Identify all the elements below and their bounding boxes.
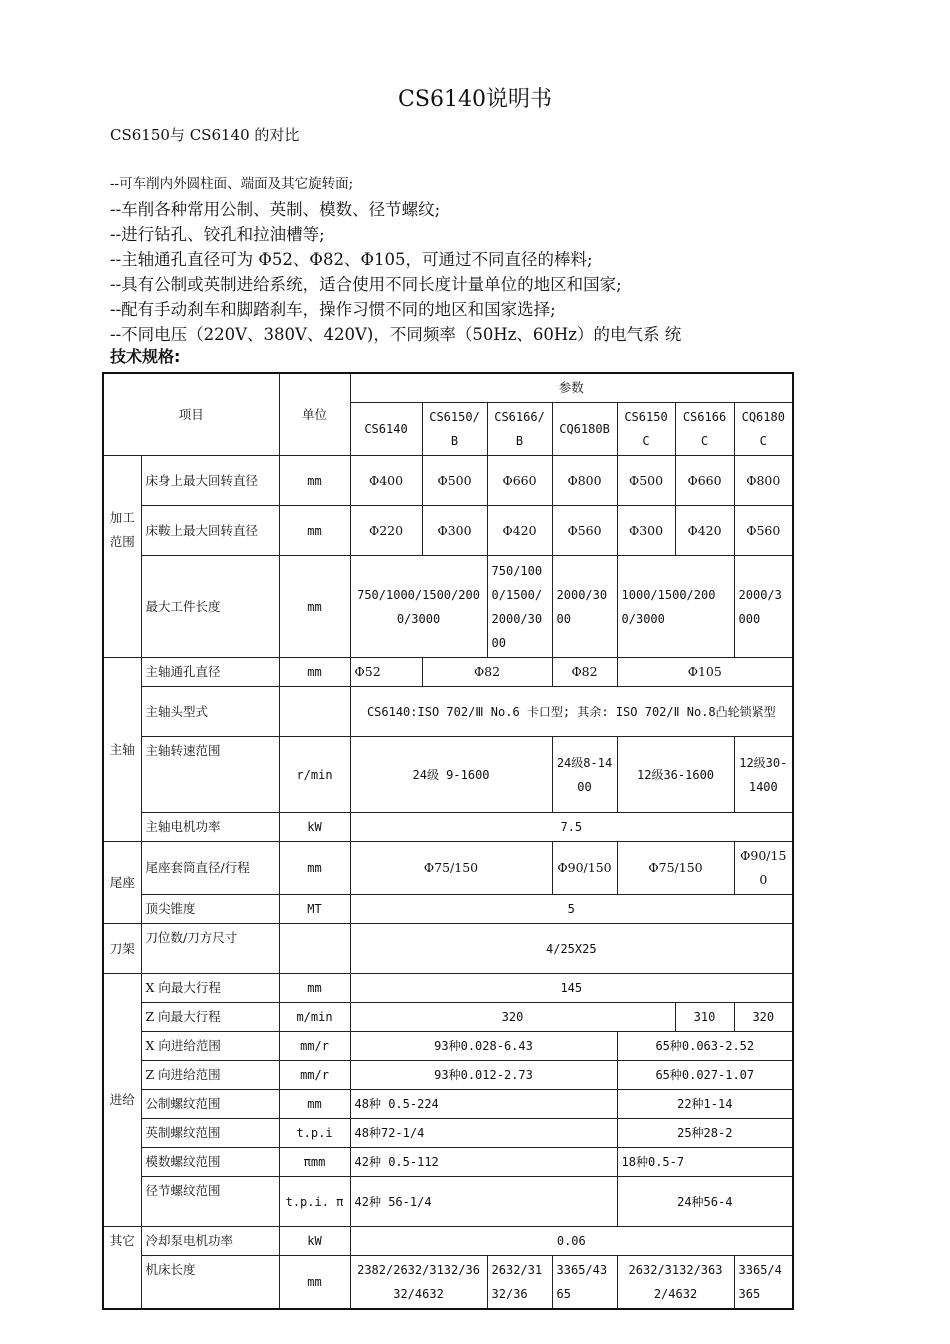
row-name: 主轴转速范围 <box>141 737 279 813</box>
row-name: 刀位数/刀方尺寸 <box>141 924 279 974</box>
cell-value: Φ82 <box>552 658 617 687</box>
cell-value: Φ90/150 <box>734 842 793 895</box>
model-header: CQ6180B <box>552 403 617 456</box>
row-unit: mm <box>279 506 350 556</box>
row-unit: mm/r <box>279 1032 350 1061</box>
feature-line: --配有手动刹车和脚踏刹车，操作习惯不同的地区和国家选择; <box>110 300 556 319</box>
spec-heading: 技术规格: <box>110 347 181 366</box>
cell-value: Φ300 <box>617 506 675 556</box>
cell-value: 7.5 <box>350 813 793 842</box>
row-name: 模数螺纹范围 <box>141 1148 279 1177</box>
cell-value: Φ560 <box>552 506 617 556</box>
cell-value: 750/1000/1500/2000/3000 <box>487 556 552 658</box>
row-name: 主轴电机功率 <box>141 813 279 842</box>
row-unit: t.p.i <box>279 1119 350 1148</box>
cell-value: 48种72-1/4 <box>350 1119 617 1148</box>
row-unit: mm <box>279 556 350 658</box>
cell-value: 1000/1500/2000/3000 <box>617 556 734 658</box>
cell-value: 3365/4365 <box>552 1256 617 1310</box>
cell-value: Φ220 <box>350 506 422 556</box>
cell-value: 2000/3000 <box>734 556 793 658</box>
cell-value: Φ400 <box>350 456 422 506</box>
cell-value: Φ75/150 <box>617 842 734 895</box>
cell-value: 24级 9-1600 <box>350 737 552 813</box>
cell-value: Φ105 <box>617 658 793 687</box>
group-label: 主轴 <box>103 658 141 842</box>
row-name: 顶尖锥度 <box>141 895 279 924</box>
feature-line: --车削各种常用公制、英制、模数、径节螺纹; <box>110 200 441 219</box>
cell-value: 310 <box>675 1003 734 1032</box>
model-header: CQ6180C <box>734 403 793 456</box>
row-name: 主轴通孔直径 <box>141 658 279 687</box>
row-name: 主轴头型式 <box>141 687 279 737</box>
cell-value: 5 <box>350 895 793 924</box>
row-unit: MT <box>279 895 350 924</box>
cell-value: Φ82 <box>422 658 552 687</box>
row-name: X 向进给范围 <box>141 1032 279 1061</box>
group-label: 其它 <box>103 1227 141 1310</box>
row-unit: kW <box>279 1227 350 1256</box>
document-title: CS6140说明书 <box>398 87 552 112</box>
cell-value: 42种 0.5-112 <box>350 1148 617 1177</box>
header-item: 项目 <box>103 373 279 456</box>
feature-line: --可车削内外圆柱面、端面及其它旋转面; <box>110 176 354 192</box>
feature-list <box>110 172 681 367</box>
model-header: CS6150C <box>617 403 675 456</box>
row-unit: mm <box>279 658 350 687</box>
cell-value: Φ560 <box>734 506 793 556</box>
cell-value: 93种0.028-6.43 <box>350 1032 617 1061</box>
cell-value: 93种0.012-2.73 <box>350 1061 617 1090</box>
cell-value: Φ660 <box>675 456 734 506</box>
cell-value: 12级30-1400 <box>734 737 793 813</box>
header-params: 参数 <box>350 373 793 403</box>
spec-table <box>102 372 794 1310</box>
cell-value: 24种56-4 <box>617 1177 793 1227</box>
row-unit: mm <box>279 974 350 1003</box>
cell-value: 48种 0.5-224 <box>350 1090 617 1119</box>
cell-value: 25种28-2 <box>617 1119 793 1148</box>
feature-line: --不同电压（220V、380V、420V)，不同频率（50Hz、60Hz）的电气系 统 <box>110 325 682 344</box>
cell-value: 2632/3132/3632/4632 <box>617 1256 734 1310</box>
group-label: 尾座 <box>103 842 141 924</box>
cell-value: Φ52 <box>350 658 422 687</box>
cell-value: 750/1000/1500/2000/3000 <box>350 556 487 658</box>
cell-value: Φ75/150 <box>350 842 552 895</box>
row-unit: m/min <box>279 1003 350 1032</box>
model-header: CS6140 <box>350 403 422 456</box>
group-label: 进给 <box>103 974 141 1227</box>
document-subtitle: CS6150与 CS6140 的对比 <box>110 126 300 144</box>
cell-value: 2000/3000 <box>552 556 617 658</box>
cell-value: Φ800 <box>734 456 793 506</box>
row-name: 最大工件长度 <box>141 556 279 658</box>
row-unit <box>279 924 350 974</box>
cell-value: Φ800 <box>552 456 617 506</box>
cell-value: 2382/2632/3132/3632/4632 <box>350 1256 487 1310</box>
cell-value: 65种0.027-1.07 <box>617 1061 793 1090</box>
row-name: 径节螺纹范围 <box>141 1177 279 1227</box>
cell-value: 320 <box>734 1003 793 1032</box>
group-label: 加工范围 <box>103 456 141 658</box>
row-unit: mm <box>279 1090 350 1119</box>
cell-value: 12级36-1600 <box>617 737 734 813</box>
cell-value: Φ420 <box>487 506 552 556</box>
row-name: Z 向进给范围 <box>141 1061 279 1090</box>
model-header: CS6150/B <box>422 403 487 456</box>
cell-value: 65种0.063-2.52 <box>617 1032 793 1061</box>
cell-value: Φ500 <box>617 456 675 506</box>
row-unit: mm/r <box>279 1061 350 1090</box>
feature-line: --进行钻孔、铰孔和拉油槽等; <box>110 225 325 244</box>
row-unit: t.p.i. π <box>279 1177 350 1227</box>
row-unit: πmm <box>279 1148 350 1177</box>
row-unit: kW <box>279 813 350 842</box>
row-unit <box>279 687 350 737</box>
row-name: 英制螺纹范围 <box>141 1119 279 1148</box>
cell-value: Φ420 <box>675 506 734 556</box>
row-unit: mm <box>279 1256 350 1310</box>
cell-value: 320 <box>350 1003 675 1032</box>
cell-value: Φ90/150 <box>552 842 617 895</box>
cell-value: 0.06 <box>350 1227 793 1256</box>
group-label: 刀架 <box>103 924 141 974</box>
feature-line: --主轴通孔直径可为 Φ52、Φ82、Φ105，可通过不同直径的棒料; <box>110 250 593 269</box>
row-unit: mm <box>279 842 350 895</box>
header-unit: 单位 <box>279 373 350 456</box>
feature-line: --具有公制或英制进给系统，适合使用不同长度计量单位的地区和国家; <box>110 275 622 294</box>
cell-value: 22种1-14 <box>617 1090 793 1119</box>
row-name: 床身上最大回转直径 <box>141 456 279 506</box>
cell-value: 18种0.5-7 <box>617 1148 793 1177</box>
cell-value: Φ300 <box>422 506 487 556</box>
row-name: 机床长度 <box>141 1256 279 1310</box>
row-name: 尾座套筒直径/行程 <box>141 842 279 895</box>
row-name: 公制螺纹范围 <box>141 1090 279 1119</box>
cell-value: Φ500 <box>422 456 487 506</box>
cell-value: Φ660 <box>487 456 552 506</box>
row-name: X 向最大行程 <box>141 974 279 1003</box>
row-name: 冷却泵电机功率 <box>141 1227 279 1256</box>
cell-value: 145 <box>350 974 793 1003</box>
model-header: CS6166/B <box>487 403 552 456</box>
row-unit: mm <box>279 456 350 506</box>
cell-value: 42种 56-1/4 <box>350 1177 617 1227</box>
cell-value: 3365/4365 <box>734 1256 793 1310</box>
cell-value: 4/25X25 <box>350 924 793 974</box>
model-header: CS6166C <box>675 403 734 456</box>
row-unit: r/min <box>279 737 350 813</box>
cell-value: 2632/3132/36 <box>487 1256 552 1310</box>
cell-value: CS6140:ISO 702/Ⅲ No.6 卡口型; 其余: ISO 702/Ⅱ No.8凸轮锁紧型 <box>350 687 793 737</box>
row-name: 床鞍上最大回转直径 <box>141 506 279 556</box>
cell-value: 24级8-1400 <box>552 737 617 813</box>
row-name: Z 向最大行程 <box>141 1003 279 1032</box>
